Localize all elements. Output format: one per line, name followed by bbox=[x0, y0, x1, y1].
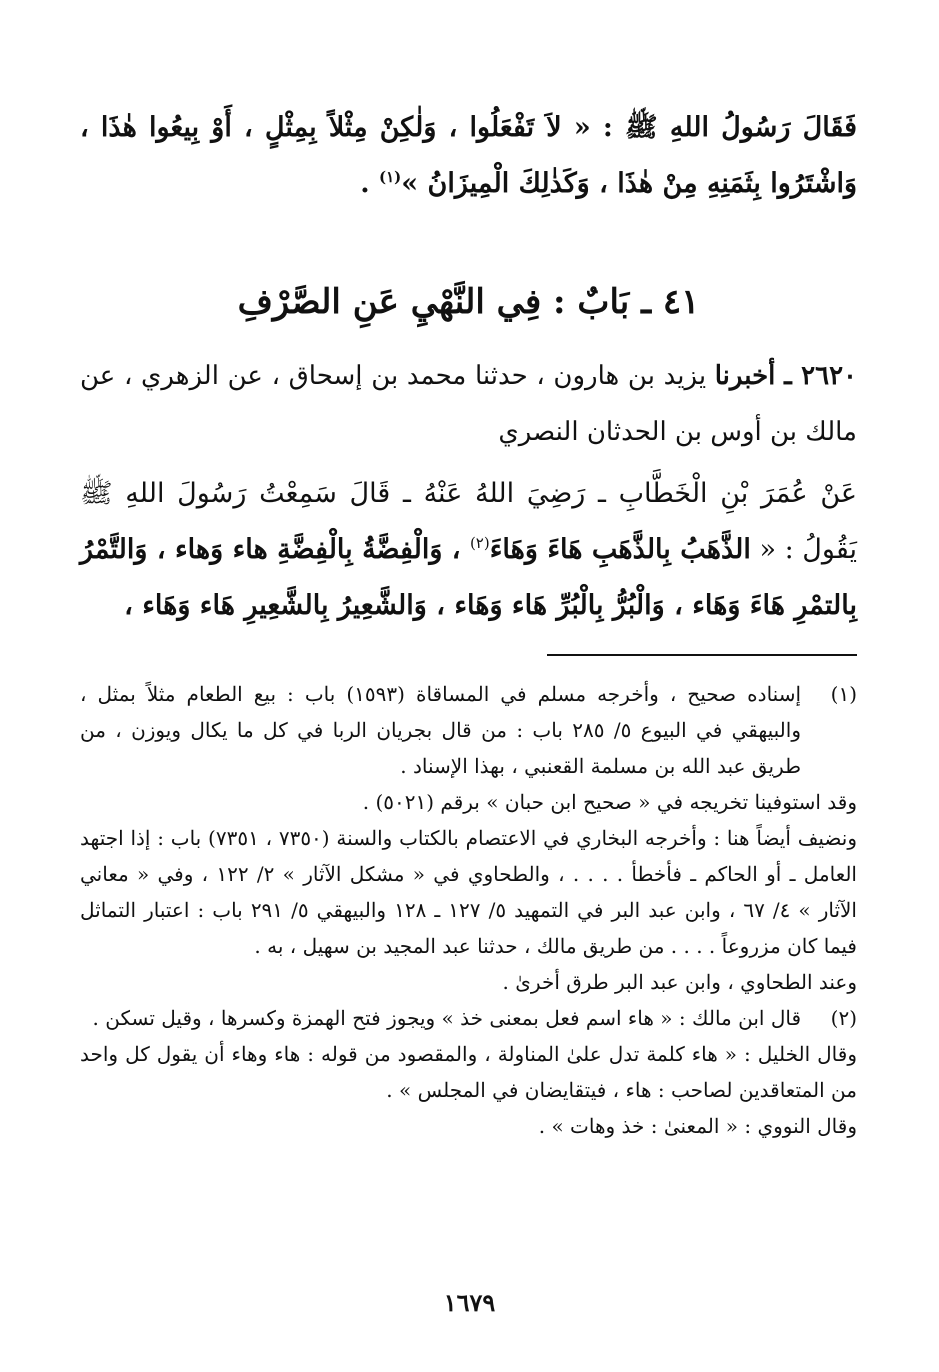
hadith-akhbarana: أخبرنا bbox=[714, 361, 776, 391]
footnote-1 bbox=[80, 676, 857, 784]
footnote-2 bbox=[80, 1000, 857, 1036]
matn-intro: عَنْ عُمَرَ بْنِ الْخَطَّابِ ـ رَضِيَ اللهُ عَنْهُ ـ قَالَ سَمِعْتُ رَسُولَ اللهِ ﷺ يَقُولُ : « bbox=[80, 478, 857, 565]
top-passage-end: . bbox=[360, 168, 379, 199]
top-passage-line2: وَاشْتَرُوا بِثَمَنِهِ مِنْ هٰذَا ، وَكَذٰلِكَ الْمِيزَانُ » bbox=[401, 168, 857, 199]
footnote-1-cont-1: وقد استوفينا تخريجه في « صحيح ابن حبان » برقم (٥٠٢١) . bbox=[362, 790, 857, 814]
footnote-ref-1[interactable]: (١) bbox=[379, 168, 402, 186]
footnote-1-cont-2: ونضيف أيضاً هنا : وأخرجه البخاري في الاعتصام بالكتاب والسنة (٧٣٥٠ ، ٧٣٥١) باب : إذا اجتهد العامل ـ أو الحاكم ـ فأخطأ . . . . ، والطحاوي في « مشكل الآثار » ٢/ ١٢٢ ، وفي « معاني الآثار » ٤/ ٦٧ ، وابن عبد البر في التمهيد ٥/ ١٢٧ ـ ١٢٨ والبيهقي ٥/ ٢٩١ باب : اعتبار التماثل فيما كان مزروعاً . . . . من طريق مالك ، حدثنا عبد المجيد بن سهيل ، به . bbox=[80, 826, 858, 958]
hadith-isnad bbox=[80, 348, 857, 460]
footnote-ref-2[interactable]: (٢) bbox=[469, 534, 490, 552]
matn-part2: ، وَالْفِضَّةُ بِالْفِضَّةِ هاء وَهاء ، وَالتَّمْرُ بِالتمْرِ هَاءَ وَهَاء ، وَالْبُرُّ بِالْبُرِّ هَاء وَهَاء ، وَالشَّعِيرُ بِالشَّعِيرِ هَاء وَهَاء ، bbox=[80, 534, 857, 621]
top-passage-text bbox=[80, 100, 857, 212]
footnote-divider bbox=[547, 654, 857, 656]
footnote-body bbox=[80, 1000, 801, 1036]
page-content bbox=[80, 100, 857, 1144]
hadith-matn bbox=[80, 466, 857, 634]
page-number: ١٦٧٩ bbox=[443, 1288, 496, 1317]
top-passage bbox=[80, 100, 857, 212]
hadith-number: ٢٦٢٠ ـ bbox=[784, 361, 858, 391]
section-heading: ٤١ ـ بَابٌ : فِي النَّهْيِ عَنِ الصَّرْفِ bbox=[237, 282, 700, 322]
footnote-text: قال ابن مالك : « هاء اسم فعل بمعنى خذ » ويجوز فتح الهمزة وكسرها ، وقيل تسكن . bbox=[92, 1006, 801, 1030]
footnote-number: (١) bbox=[830, 682, 857, 706]
footnote-2-cont-1: وقال الخليل : « هاء كلمة تدل علىٰ المناولة ، والمقصود من قوله : هاء وهاء أن يقول كل واحد من المتعاقدين لصاحب : هاء ، فيتقايضان في المجلس » . bbox=[80, 1042, 857, 1102]
footnote-2-cont-2: وقال النووي : « المعنىٰ : خذ وهات » . bbox=[538, 1114, 857, 1138]
matn-part1: الذَّهَبُ بِالذَّهَبِ هَاءَ وَهَاءَ bbox=[489, 534, 751, 565]
footnote-1-cont-3: وعند الطحاوي ، وابن عبد البر طرق أخرىٰ . bbox=[502, 970, 857, 994]
top-passage-line1: فَقَالَ رَسُولُ اللهِ ﷺ : « لاَ تَفْعَلُوا ، وَلٰكِنْ مِثْلاً بِمِثْلٍ ، أَوْ بِيعُوا هٰذَا ، bbox=[80, 112, 857, 143]
hadith-isnad-text: يزيد بن هارون ، حدثنا محمد بن إسحاق ، عن الزهري ، عن مالك بن أوس بن الحدثان النصري bbox=[80, 361, 857, 447]
footnote-body bbox=[80, 676, 801, 784]
footnote-number: (٢) bbox=[830, 1006, 857, 1030]
footnotes bbox=[80, 676, 857, 1144]
footnote-text: إسناده صحيح ، وأخرجه مسلم في المساقاة (١٥٩٣) باب : بيع الطعام مثلاً بمثل ، والبيهقي في البيوع ٥/ ٢٨٥ باب : من قال بجريان الربا في كل ما يكال ويوزن ، من طريق عبد الله بن مسلمة القعنبي ، بهذا الإسناد . bbox=[80, 682, 802, 778]
